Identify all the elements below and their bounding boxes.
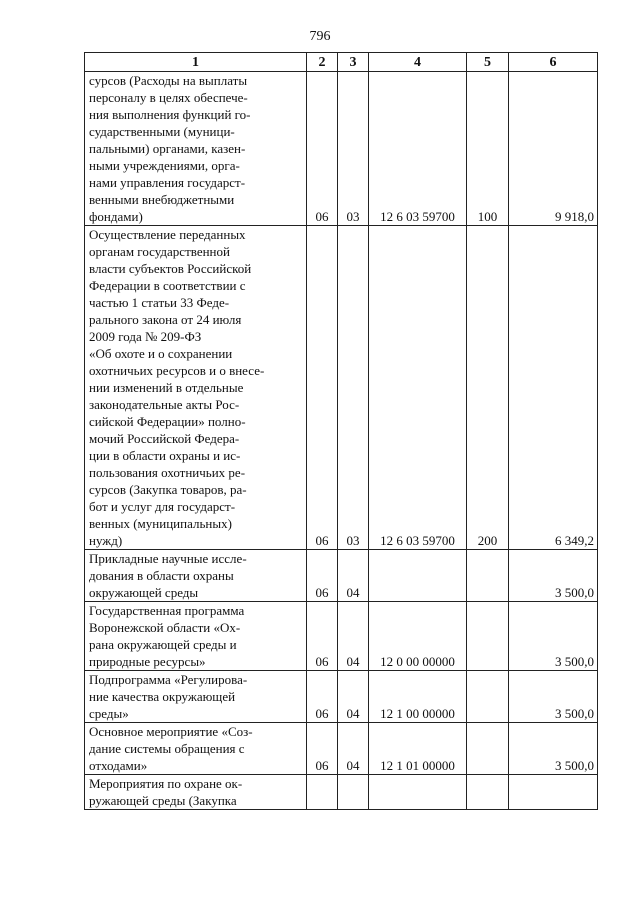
expense-type-code: 100 bbox=[467, 72, 509, 226]
header-cell: 6 bbox=[509, 53, 598, 72]
section-code: 06 bbox=[307, 602, 338, 671]
subsection-code: 04 bbox=[338, 550, 369, 602]
table-row bbox=[85, 671, 598, 723]
header-cell: 3 bbox=[338, 53, 369, 72]
target-article-code: 12 1 00 00000 bbox=[369, 671, 467, 723]
section-code bbox=[307, 775, 338, 810]
subsection-code: 03 bbox=[338, 226, 369, 550]
header-cell: 5 bbox=[467, 53, 509, 72]
amount bbox=[509, 775, 598, 810]
amount: 3 500,0 bbox=[509, 550, 598, 602]
amount: 6 349,2 bbox=[509, 226, 598, 550]
target-article-code: 12 0 00 00000 bbox=[369, 602, 467, 671]
table-row bbox=[85, 550, 598, 602]
header-cell: 2 bbox=[307, 53, 338, 72]
table-row bbox=[85, 775, 598, 810]
subsection-code: 03 bbox=[338, 72, 369, 226]
amount: 9 918,0 bbox=[509, 72, 598, 226]
amount: 3 500,0 bbox=[509, 602, 598, 671]
header-cell: 1 bbox=[85, 53, 307, 72]
expense-type-code bbox=[467, 671, 509, 723]
target-article-code bbox=[369, 775, 467, 810]
amount: 3 500,0 bbox=[509, 671, 598, 723]
item-name: Осуществление переданных органам государственной власти субъектов Российской Федерации в соответствии с частью 1 статьи 33 Феде- рального закона от 24 июля 2009 года № 209-ФЗ «Об охоте и о сохранении охотничьих ресурсов и о внесе- нии изменений в отдельные законодательные акты Рос- сийской Федерации» полно- мочий Российской Федера- ции в области охраны и ис- пользования охотничьих ре- сурсов (Закупка товаров, ра- бот и услуг для государст- венных (муниципальных) нужд) bbox=[85, 226, 307, 550]
table-row bbox=[85, 602, 598, 671]
section-code: 06 bbox=[307, 226, 338, 550]
item-name: Мероприятия по охране ок- ружающей среды (Закупка bbox=[85, 775, 307, 810]
section-code: 06 bbox=[307, 72, 338, 226]
target-article-code: 12 1 01 00000 bbox=[369, 723, 467, 775]
item-name: сурсов (Расходы на выплаты персоналу в целях обеспече- ния выполнения функций го- сударственными (муници- пальными) органами, казен- ными учреждениями, орга- нами управления государст- венными внебюджетными фондами) bbox=[85, 72, 307, 226]
header-cell: 4 bbox=[369, 53, 467, 72]
subsection-code: 04 bbox=[338, 671, 369, 723]
item-name: Государственная программа Воронежской области «Ох- рана окружающей среды и природные ресурсы» bbox=[85, 602, 307, 671]
section-code: 06 bbox=[307, 671, 338, 723]
amount: 3 500,0 bbox=[509, 723, 598, 775]
target-article-code bbox=[369, 550, 467, 602]
expense-type-code: 200 bbox=[467, 226, 509, 550]
page-number: 796 bbox=[309, 29, 331, 44]
subsection-code bbox=[338, 775, 369, 810]
section-code: 06 bbox=[307, 723, 338, 775]
table-row bbox=[85, 226, 598, 550]
budget-table bbox=[84, 52, 598, 810]
header-row bbox=[85, 53, 598, 72]
expense-type-code bbox=[467, 602, 509, 671]
section-code: 06 bbox=[307, 550, 338, 602]
item-name: Подпрограмма «Регулирова- ние качества окружающей среды» bbox=[85, 671, 307, 723]
table-row bbox=[85, 723, 598, 775]
target-article-code: 12 6 03 59700 bbox=[369, 72, 467, 226]
expense-type-code bbox=[467, 723, 509, 775]
subsection-code: 04 bbox=[338, 723, 369, 775]
subsection-code: 04 bbox=[338, 602, 369, 671]
expense-type-code bbox=[467, 550, 509, 602]
item-name: Прикладные научные иссле- дования в области охраны окружающей среды bbox=[85, 550, 307, 602]
table-row bbox=[85, 72, 598, 226]
item-name: Основное мероприятие «Соз- дание системы обращения с отходами» bbox=[85, 723, 307, 775]
target-article-code: 12 6 03 59700 bbox=[369, 226, 467, 550]
expense-type-code bbox=[467, 775, 509, 810]
